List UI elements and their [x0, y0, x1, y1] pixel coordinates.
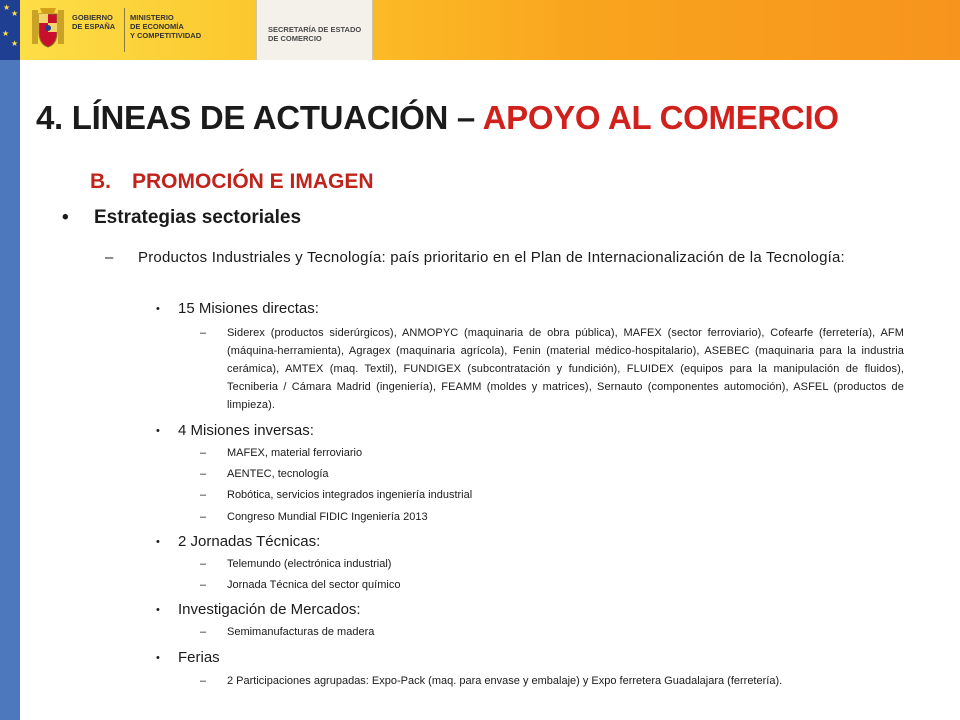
list-item-text: Congreso Mundial FIDIC Ingeniería 2013 — [227, 511, 428, 523]
secretaria-line-2: DE COMERCIO — [268, 34, 322, 43]
group-label-text: Investigación de Mercados: — [178, 601, 361, 618]
dash-icon: – — [200, 558, 207, 570]
government-label — [72, 13, 115, 31]
government-line-1: GOBIERNO — [72, 13, 113, 22]
group-label-text: 2 Jornadas Técnicas: — [178, 533, 321, 550]
dash-icon: – — [200, 327, 207, 339]
list-item-text: Jornada Técnica del sector químico — [227, 579, 401, 591]
secretaria-line-1: SECRETARÍA DE ESTADO — [268, 25, 362, 34]
group-label-text: 4 Misiones inversas: — [178, 422, 314, 439]
dash-icon: – — [200, 468, 207, 480]
list-item-text: Robótica, servicios integrados ingeniería industrial — [227, 489, 473, 501]
bullet-icon: • — [156, 425, 160, 437]
header-divider — [124, 8, 125, 52]
secretaria-box — [256, 0, 373, 60]
government-line-2: DE ESPAÑA — [72, 22, 116, 31]
group-label-text: Ferias — [178, 649, 220, 666]
dash-icon: – — [200, 489, 207, 501]
dash-icon: – — [105, 249, 114, 266]
dash-icon: – — [200, 511, 207, 523]
level1-text: Estrategias sectoriales — [94, 207, 302, 228]
ministry-line-2: DE ECONOMÍA — [130, 22, 184, 31]
section-heading — [90, 170, 374, 194]
dash-icon: – — [200, 579, 207, 591]
bullet-icon: • — [156, 604, 160, 616]
title-highlight: APOYO AL COMERCIO — [482, 99, 839, 136]
list-item-text: Siderex (productos siderúrgicos), ANMOPYC (maquinaria de obra pública), MAFEX (sector ferroviario), Cofearfe (ferretería), AFM (máquina-herramienta), Agragex (maquinaria agrícola), Fenin (material médico-hospitalario), ASEBEC (maquinaria para la industria cerámica), AMTEX (maq. Textil), FUNDIGEX (subcontratación y fundición), FLUIDEX (equipos para la manipulación de fluidos), Tecniberia / Cámara Madrid (ingeniería), FEAMM (moldes y matrices), Sernauto (componentes automoción), ASFEL (productos de limpieza). — [227, 327, 904, 411]
bullet-icon: • — [156, 652, 160, 664]
dash-icon: – — [200, 447, 207, 459]
eu-flag-strip — [0, 0, 20, 60]
list-item-text: MAFEX, material ferroviario — [227, 447, 363, 459]
ministry-label — [130, 13, 201, 40]
ministry-line-1: MINISTERIO — [130, 13, 174, 22]
list-item-text: Telemundo (electrónica industrial) — [227, 558, 392, 570]
ministry-line-3: Y COMPETITIVIDAD — [130, 31, 202, 40]
list-item-text: AENTEC, tecnología — [227, 468, 329, 480]
dash-icon: – — [200, 675, 207, 687]
left-side-bar — [0, 60, 20, 720]
page-title — [36, 99, 839, 137]
title-prefix: 4. LÍNEAS DE ACTUACIÓN – — [36, 99, 483, 136]
dash-icon: – — [200, 626, 207, 638]
star-icon: ★ — [3, 3, 11, 12]
bullet-icon: • — [156, 536, 160, 548]
bullet-icon: • — [156, 303, 160, 315]
secretaria-label — [268, 25, 361, 43]
star-icon: ★ — [11, 39, 19, 48]
star-icon: ★ — [11, 9, 19, 18]
group-label-text: 15 Misiones directas: — [178, 300, 319, 317]
level2-text: Productos Industriales y Tecnología: país prioritario en el Plan de Internacionalización de la Tecnología: — [138, 249, 845, 266]
list-item-text: Semimanufacturas de madera — [227, 626, 375, 638]
list-item-text: 2 Participaciones agrupadas: Expo-Pack (maq. para envase y embalaje) y Expo ferretera Guadalajara (ferretería). — [227, 675, 783, 687]
star-icon: ★ — [2, 29, 10, 38]
coat-of-arms-icon — [28, 6, 68, 52]
bullet-icon: • — [62, 207, 69, 228]
section-letter: B. — [90, 170, 111, 193]
section-text: PROMOCIÓN E IMAGEN — [132, 170, 374, 193]
